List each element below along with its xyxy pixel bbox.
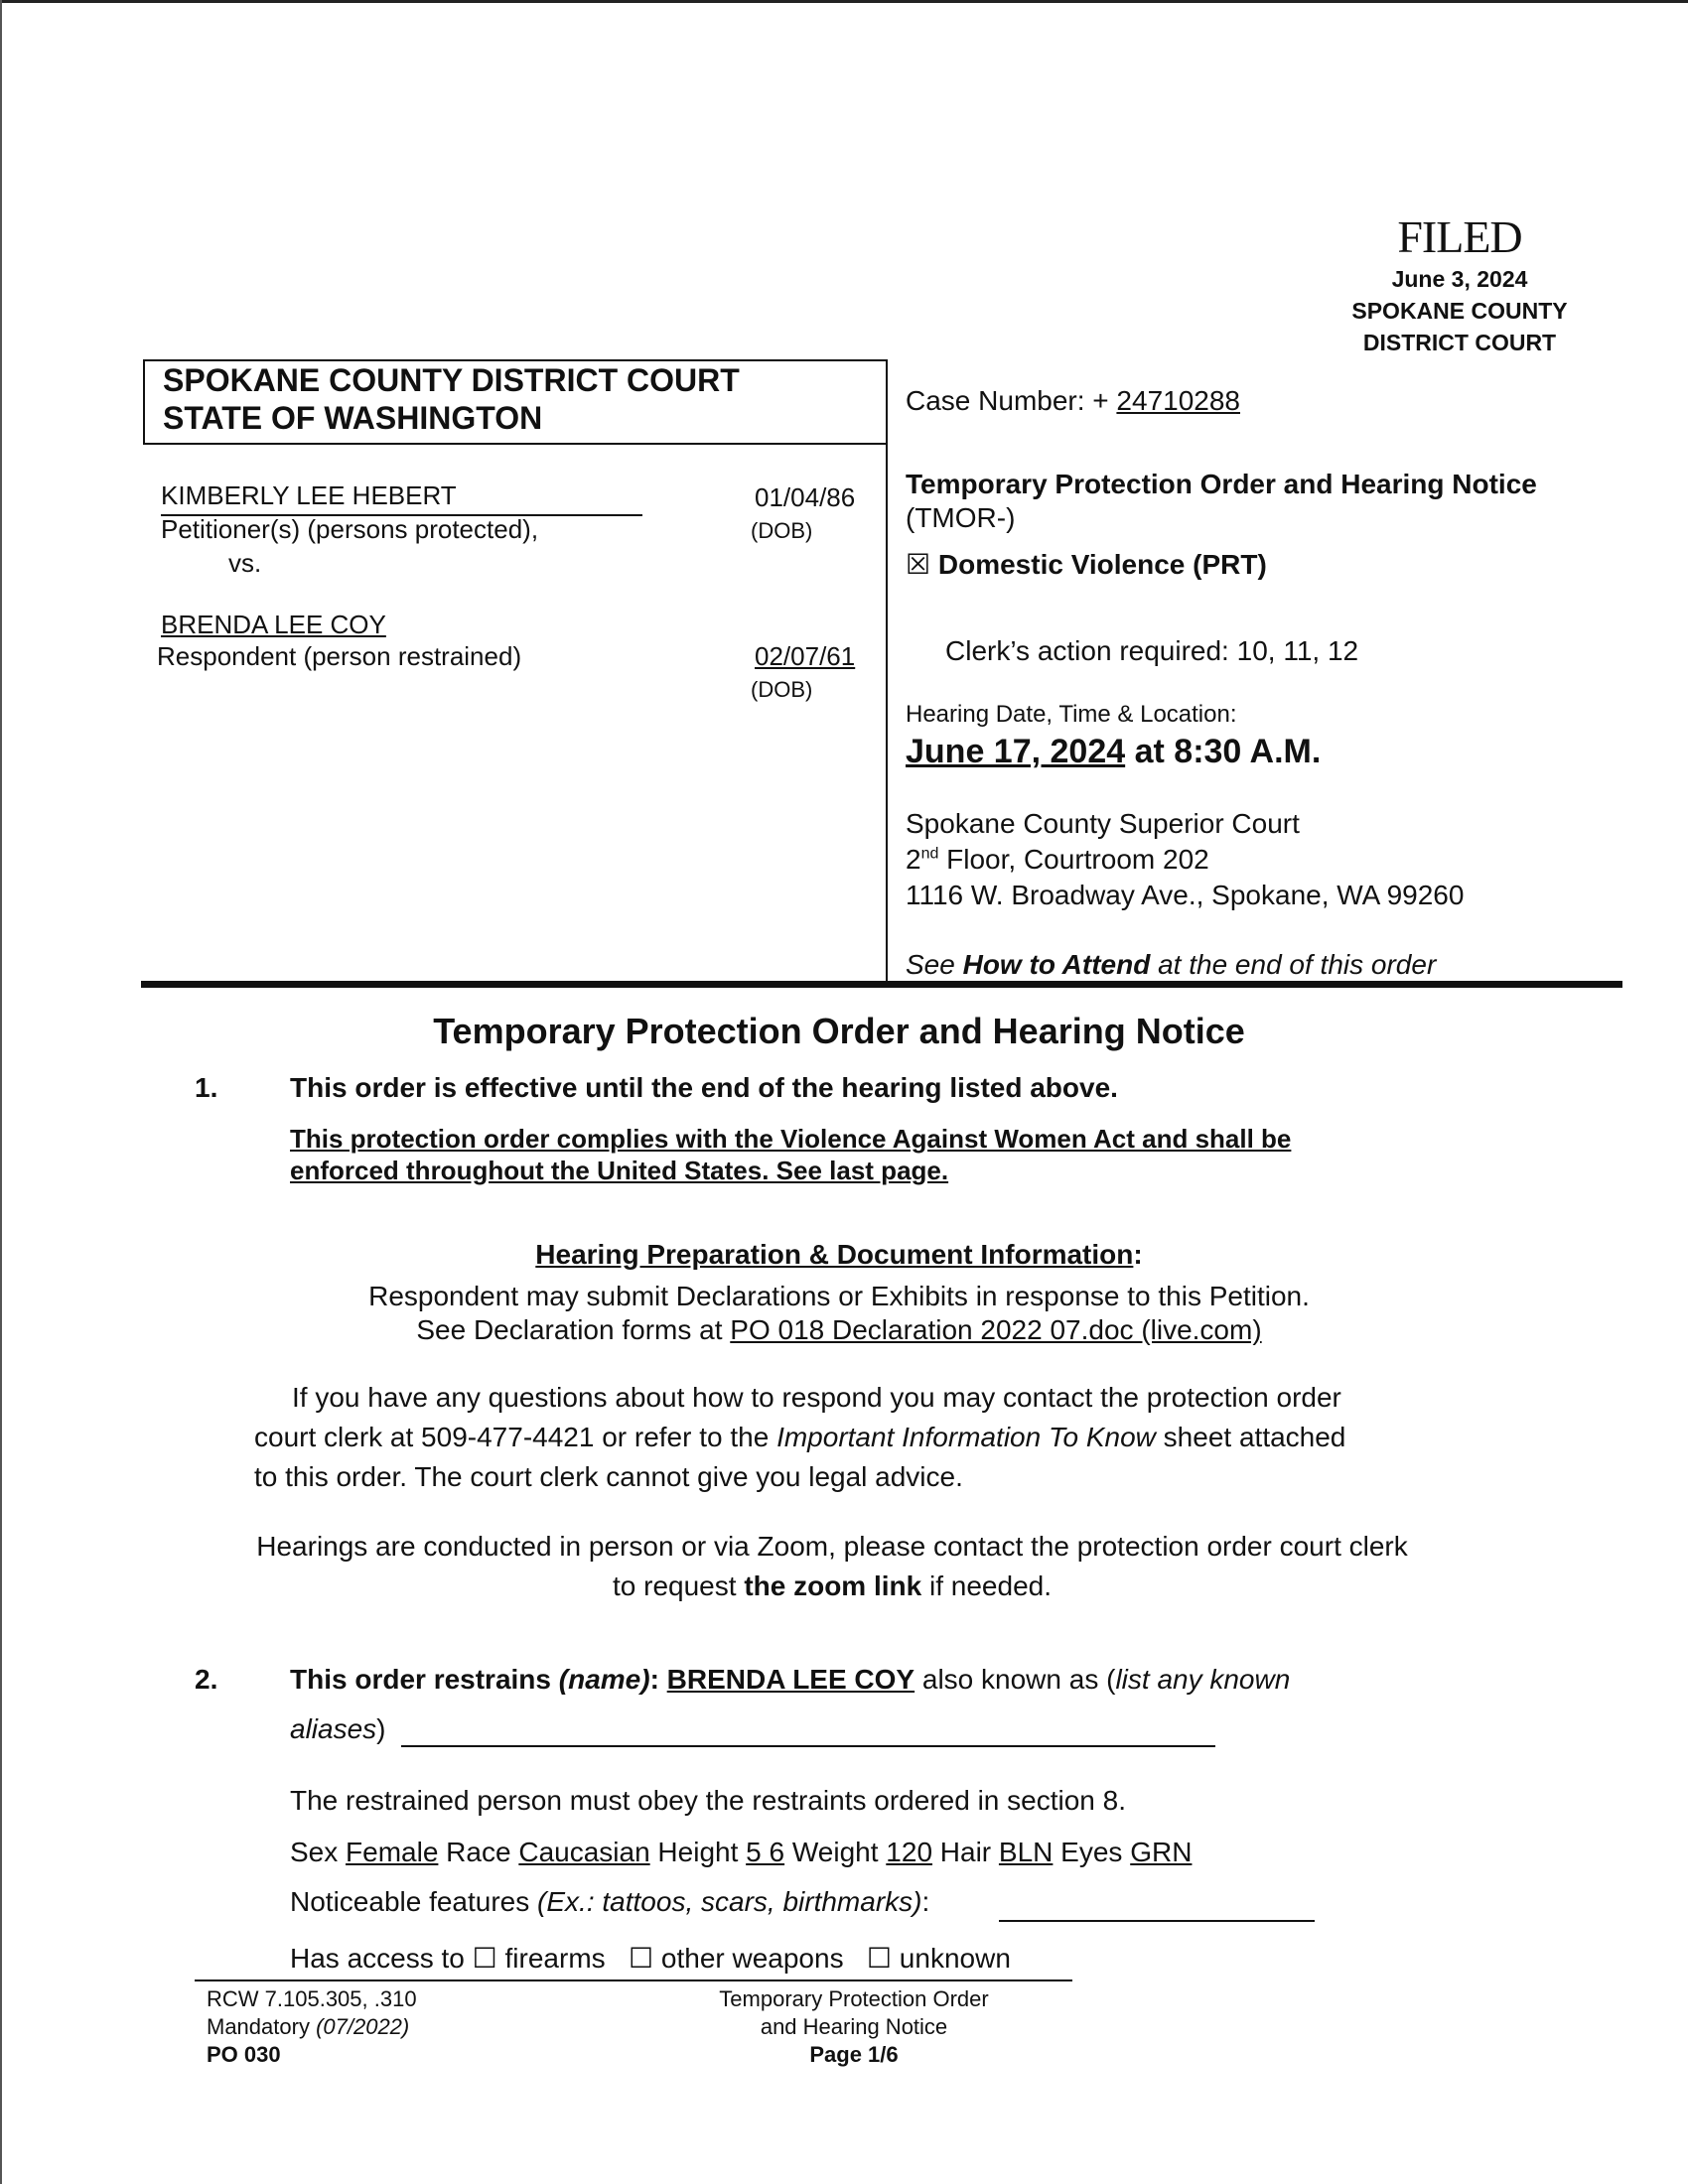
- zoom-line-2-a: to request: [613, 1570, 745, 1601]
- important-info-title: Important Information To Know: [776, 1422, 1156, 1452]
- location-floor-number: 2: [906, 844, 921, 875]
- race-value: Caucasian: [518, 1837, 650, 1867]
- prep-heading: Hearing Preparation & Document Information: [535, 1239, 1134, 1270]
- footer-mandatory-line: [207, 2013, 417, 2041]
- filed-stamp-court-1: SPOKANE COUNTY: [1351, 298, 1568, 324]
- declaration-link[interactable]: PO 018 Declaration 2022 07.doc (live.com): [730, 1314, 1262, 1345]
- features-colon: :: [921, 1886, 930, 1917]
- section-1-text: This order is effective until the end of the hearing listed above.: [290, 1072, 1118, 1103]
- aliases-blank: [401, 1745, 1215, 1747]
- respondent-dob: 02/07/61: [755, 641, 856, 671]
- order-heading: Temporary Protection Order and Hearing Notice: [433, 1011, 1245, 1051]
- dv-checkbox-icon: ☒: [906, 549, 931, 580]
- aliases-line: [290, 1713, 386, 1745]
- case-number: 24710288: [1116, 385, 1240, 416]
- section-2-line-1: [290, 1664, 1290, 1696]
- access-line: [290, 1942, 1011, 1975]
- prep-heading-line: [0, 1239, 1678, 1271]
- petitioner-name: KIMBERLY LEE HEBERT: [161, 480, 457, 510]
- respondent-dob-label: (DOB): [751, 677, 813, 702]
- restraints-text: The restrained person must obey the restraints ordered in section 8.: [290, 1785, 1126, 1816]
- questions-line-3: to this order. The court clerk cannot give you legal advice.: [254, 1461, 963, 1492]
- caption-bottom-rule: [141, 981, 1622, 988]
- hearing-date: June 17, 2024: [906, 733, 1126, 770]
- petitioner-label: Petitioner(s) (persons protected),: [161, 514, 539, 544]
- footer-page: Page 1/6: [809, 2042, 899, 2067]
- dv-label: Domestic Violence (PRT): [937, 549, 1267, 580]
- section-2-colon: :: [649, 1664, 667, 1695]
- unknown-label: unknown: [892, 1943, 1011, 1974]
- order-code: (TMOR-): [906, 502, 1016, 533]
- sex-label: Sex: [290, 1837, 347, 1867]
- vawa-line-1: This protection order complies with the Violence Against Women Act and shall be: [290, 1124, 1292, 1154]
- questions-line-2-b: sheet attached: [1155, 1422, 1346, 1452]
- court-name: SPOKANE COUNTY DISTRICT COURT: [163, 362, 740, 398]
- restrained-name: BRENDA LEE COY: [666, 1664, 915, 1695]
- order-title: Temporary Protection Order and Hearing Notice: [906, 469, 1537, 499]
- footer-mandatory-date: (07/2022): [316, 2014, 410, 2039]
- caption-divider: [886, 359, 888, 985]
- filed-stamp-date: June 3, 2024: [1391, 266, 1528, 292]
- aliases-label: aliases: [290, 1713, 377, 1744]
- section-2-number: 2.: [195, 1664, 218, 1695]
- footer-title-1: Temporary Protection Order: [719, 1986, 989, 2011]
- features-label: Noticeable features: [290, 1886, 538, 1917]
- filed-stamp-court-2: DISTRICT COURT: [1362, 330, 1557, 355]
- see-how-to-attend: [906, 949, 1436, 981]
- court-caption-box: [143, 359, 886, 445]
- firearms-checkbox-icon[interactable]: ☐: [472, 1943, 497, 1974]
- location-floor-suffix: nd: [920, 845, 939, 863]
- clerk-action: Clerk’s action required: 10, 11, 12: [945, 635, 1359, 666]
- zoom-line-1: Hearings are conducted in person or via Zoom, please contact the protection order court clerk: [256, 1531, 1408, 1562]
- prep-line-1: Respondent may submit Declarations or Exhibits in response to this Petition.: [368, 1281, 1310, 1311]
- location-floor-rest: Floor, Courtroom 202: [938, 844, 1209, 875]
- weight-label: Weight: [784, 1837, 887, 1867]
- location-address: 1116 W. Broadway Ave., Spokane, WA 99260: [906, 880, 1465, 910]
- petitioner-dob: 01/04/86: [755, 482, 856, 512]
- vawa-line-2: enforced throughout the United States. See last page.: [290, 1156, 949, 1185]
- footer-center: [635, 1985, 1072, 2069]
- weight-value: 120: [886, 1837, 933, 1867]
- features-example: (Ex.: tattoos, scars, birthmarks): [537, 1886, 922, 1917]
- firearms-label: firearms: [496, 1943, 606, 1974]
- sex-value: Female: [346, 1837, 439, 1867]
- questions-line-2-a: court clerk at 509-477-4421 or refer to the: [254, 1422, 777, 1452]
- case-number-line: [906, 385, 1240, 417]
- other-weapons-checkbox-icon[interactable]: ☐: [629, 1943, 654, 1974]
- hair-label: Hair: [932, 1837, 999, 1867]
- location-floor: [906, 844, 1209, 876]
- features-line: [290, 1886, 929, 1918]
- prep-heading-colon: :: [1133, 1239, 1143, 1270]
- aka-italic: list any known: [1115, 1664, 1291, 1695]
- filed-stamp-title: FILED: [1397, 211, 1522, 262]
- zoom-line-2-c: if needed.: [921, 1570, 1052, 1601]
- section-2-lead: This order restrains: [290, 1664, 559, 1695]
- footer-rule: [195, 1979, 1072, 1981]
- height-label: Height: [649, 1837, 747, 1867]
- petitioner-dob-label: (DOB): [751, 518, 813, 543]
- section-1-number: 1.: [195, 1072, 218, 1103]
- prep-line-2-text: See Declaration forms at: [416, 1314, 731, 1345]
- hearing-label: Hearing Date, Time & Location:: [906, 701, 1237, 728]
- footer-left: [207, 1985, 417, 2069]
- questions-line-1: If you have any questions about how to respond you may contact the protection order: [292, 1382, 1341, 1413]
- versus-label: vs.: [228, 548, 262, 578]
- see-text: See: [906, 949, 963, 980]
- aliases-close: ): [376, 1713, 386, 1744]
- how-to-attend-text: How to Attend: [962, 949, 1151, 980]
- features-blank: [999, 1920, 1315, 1922]
- zoom-link-text: the zoom link: [744, 1570, 922, 1601]
- description-line: [290, 1837, 1192, 1868]
- section-2-name-label: (name): [558, 1664, 650, 1695]
- case-number-label: Case Number: +: [906, 385, 1117, 416]
- height-value: 5 6: [746, 1837, 785, 1867]
- footer-rcw: RCW 7.105.305, .310: [207, 1986, 417, 2011]
- unknown-checkbox-icon[interactable]: ☐: [866, 1943, 893, 1974]
- eyes-value: GRN: [1130, 1837, 1193, 1867]
- hearing-datetime: [906, 733, 1321, 771]
- scan-edge-left: [0, 0, 2, 2184]
- aka-text: also known as (: [914, 1664, 1116, 1695]
- footer-title-2: and Hearing Notice: [760, 2014, 948, 2039]
- footer-mandatory: Mandatory: [207, 2014, 317, 2039]
- see-rest-text: at the end of this order: [1150, 949, 1437, 980]
- access-label: Has access to: [290, 1943, 473, 1974]
- hearing-time: at 8:30 A.M.: [1125, 733, 1322, 770]
- filed-stamp: [1331, 210, 1589, 358]
- respondent-name: BRENDA LEE COY: [161, 610, 386, 639]
- footer-form-number: PO 030: [207, 2042, 281, 2067]
- court-state: STATE OF WASHINGTON: [163, 400, 543, 436]
- zoom-line-2: [0, 1570, 1664, 1602]
- other-weapons-label: other weapons: [653, 1943, 844, 1974]
- race-label: Race: [438, 1837, 519, 1867]
- scan-edge-top: [0, 0, 1688, 3]
- dv-line: [906, 548, 1267, 581]
- respondent-label: Respondent (person restrained): [157, 641, 522, 671]
- questions-line-2: [254, 1422, 1345, 1453]
- hair-value: BLN: [998, 1837, 1054, 1867]
- location-court: Spokane County Superior Court: [906, 808, 1300, 839]
- eyes-label: Eyes: [1053, 1837, 1131, 1867]
- prep-line-2: [0, 1314, 1678, 1346]
